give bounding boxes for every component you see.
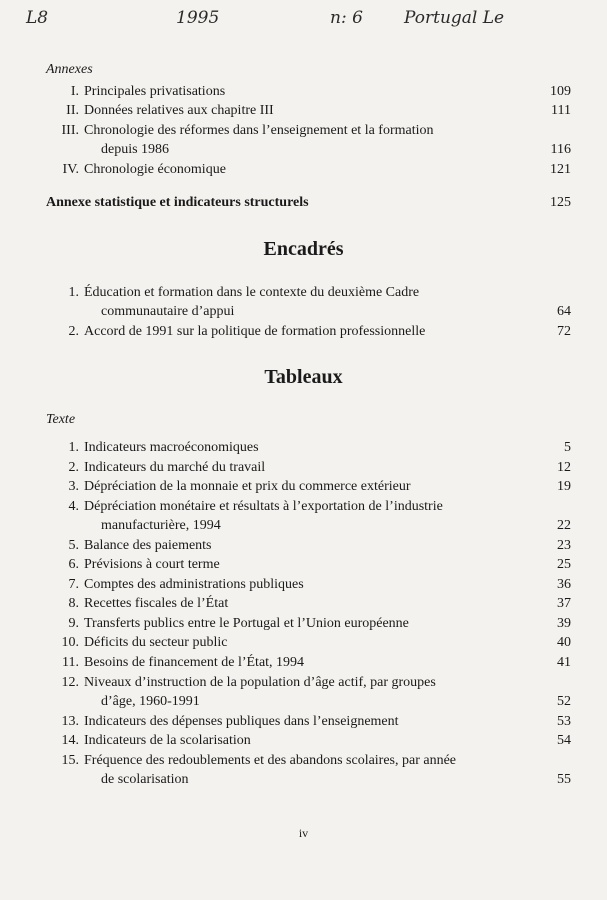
entry-title: Recettes fiscales de l’État: [84, 596, 229, 611]
entry-title: Chronologie économique: [84, 162, 226, 177]
handwritten-note: 1995: [176, 8, 220, 28]
entry-page: 54: [557, 733, 571, 748]
entry-title-continued: de scolarisation: [101, 772, 189, 787]
entry-title: Dépréciation monétaire et résultats à l’exportation de l’industrie: [84, 499, 443, 514]
entry-title: Indicateurs macroéconomiques: [84, 440, 259, 455]
statistical-annex-page: 125: [550, 195, 571, 210]
entry-page: 121: [550, 162, 571, 177]
entry-page: 37: [557, 596, 571, 611]
entry-number: 5.: [68, 538, 79, 553]
entry-number: I.: [70, 84, 79, 99]
entry-title: Principales privatisations: [84, 84, 226, 99]
entry-title: Indicateurs des dépenses publiques dans l’enseignement: [84, 714, 399, 729]
entry-number: 9.: [68, 616, 79, 631]
entry-title-continued: depuis 1986: [101, 142, 170, 157]
entry-number: 3.: [68, 479, 79, 494]
entry-title: Comptes des administrations publiques: [84, 577, 304, 592]
page-number: iv: [298, 826, 309, 840]
entry-page: 55: [557, 772, 571, 787]
entry-page: 72: [557, 324, 571, 339]
handwritten-note: Portugal Le: [404, 8, 505, 28]
entry-title: Dépréciation de la monnaie et prix du commerce extérieur: [84, 479, 411, 494]
entry-page: 53: [557, 714, 571, 729]
entry-number: 11.: [62, 655, 79, 670]
entry-page: 23: [557, 538, 571, 553]
entry-title: Transferts publics entre le Portugal et l’Union européenne: [84, 616, 409, 631]
entry-title-continued: communautaire d’appui: [101, 304, 235, 319]
entry-number: 15.: [61, 753, 79, 768]
encadres-heading: Encadrés: [263, 238, 344, 260]
entry-page: 52: [557, 694, 571, 709]
entry-number: 1.: [68, 440, 79, 455]
entry-number: 13.: [61, 714, 79, 729]
entry-title: Indicateurs de la scolarisation: [84, 733, 251, 748]
entry-title-continued: manufacturière, 1994: [101, 518, 221, 533]
entry-page: 64: [557, 304, 571, 319]
statistical-annex-title: Annexe statistique et indicateurs structurels: [46, 195, 309, 210]
entry-page: 41: [557, 655, 571, 670]
entry-title: Balance des paiements: [84, 538, 212, 553]
entry-page: 116: [550, 142, 571, 157]
entry-title: Déficits du secteur public: [84, 635, 228, 650]
annexes-label: Annexes: [46, 62, 93, 77]
entry-number: 14.: [61, 733, 79, 748]
entry-page: 5: [564, 440, 571, 455]
entry-number: 8.: [68, 596, 79, 611]
entry-title: Prévisions à court terme: [84, 557, 220, 572]
entry-number: III.: [61, 123, 79, 138]
entry-number: 4.: [68, 499, 79, 514]
entry-page: 19: [557, 479, 571, 494]
entry-title-continued: d’âge, 1960-1991: [101, 694, 200, 709]
entry-title: Données relatives aux chapitre III: [84, 103, 274, 118]
entry-number: 2.: [68, 460, 79, 475]
entry-title: Indicateurs du marché du travail: [84, 460, 266, 475]
entry-number: 12.: [61, 675, 79, 690]
entry-number: 2.: [68, 324, 79, 339]
entry-title: Fréquence des redoublements et des abandons scolaires, par année: [84, 753, 457, 768]
handwritten-note: n: 6: [330, 8, 363, 28]
entry-title: Niveaux d’instruction de la population d’âge actif, par groupes: [84, 675, 436, 690]
entry-title: Accord de 1991 sur la politique de formation professionnelle: [84, 324, 426, 339]
entry-page: 36: [557, 577, 571, 592]
entry-page: 109: [550, 84, 571, 99]
entry-page: 12: [557, 460, 571, 475]
tableaux-heading: Tableaux: [264, 366, 343, 388]
entry-number: IV.: [62, 162, 79, 177]
texte-label: Texte: [46, 412, 76, 427]
entry-title: Chronologie des réformes dans l’enseignement et la formation: [84, 123, 434, 138]
entry-number: 6.: [68, 557, 79, 572]
entry-title: Éducation et formation dans le contexte du deuxième Cadre: [84, 285, 420, 300]
entry-page: 39: [557, 616, 571, 631]
entry-page: 22: [557, 518, 571, 533]
entry-page: 25: [557, 557, 571, 572]
entry-page: 40: [557, 635, 571, 650]
entry-title: Besoins de financement de l’État, 1994: [84, 655, 305, 670]
entry-number: II.: [66, 103, 79, 118]
entry-number: 10.: [61, 635, 79, 650]
handwritten-note: L8: [26, 8, 49, 28]
entry-number: 7.: [68, 577, 79, 592]
entry-page: 111: [551, 103, 571, 118]
entry-number: 1.: [68, 285, 79, 300]
